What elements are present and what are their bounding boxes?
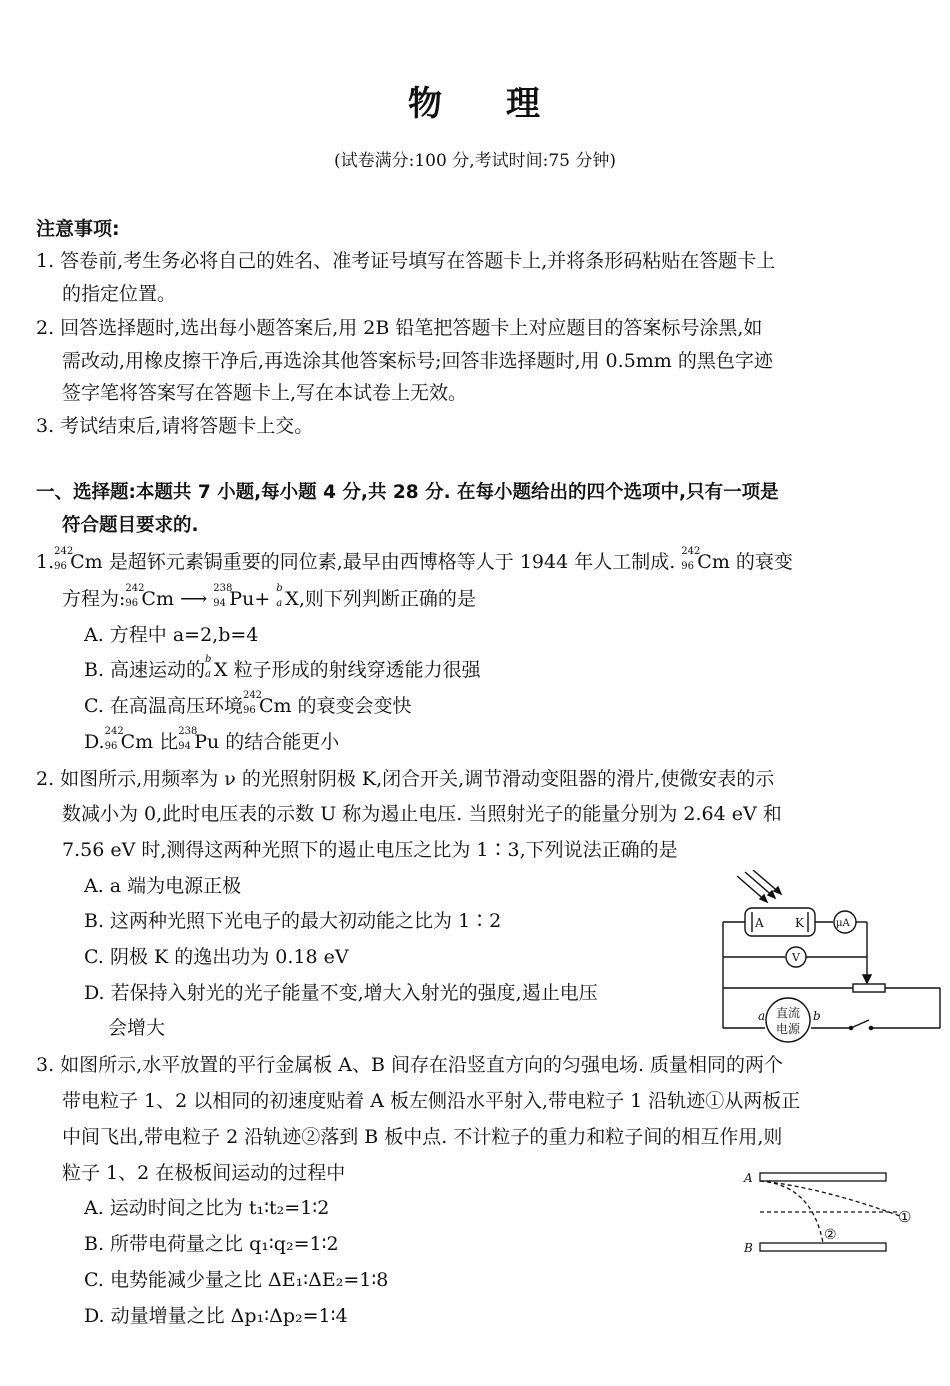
q2-stem-line-3: 7.56 eV 时,测得这两种光照下的遏止电压之比为 1∶3,下列说法正确的是: [62, 839, 678, 861]
terminal-b-label: b: [813, 1009, 821, 1023]
q3-stem-line-1: 3. 如图所示,水平放置的平行金属板 A、B 间存在沿竖直方向的匀强电场. 质量相同的两个: [36, 1054, 784, 1076]
page-title: [0, 76, 950, 125]
notice-item-1-line-1: 1. 答卷前,考生务必将自己的姓名、准考证号填写在答题卡上,并将条形码粘贴在答题卡上: [36, 250, 776, 272]
track-2-label: ②: [824, 1227, 837, 1243]
photoelectric-circuit-diagram: [715, 870, 945, 1045]
plate-a: [760, 1173, 886, 1181]
q1-stem-line-2: 方程为: 242 96 Cm ⟶ 238 94 Pu+ b a X,则下列判断正确的是: [62, 583, 476, 610]
q3-option-c: C. 电势能减少量之比 ΔE₁∶ΔE₂=1∶8: [84, 1269, 389, 1291]
source-label-2: 电源: [776, 1022, 801, 1036]
q3-option-a: A. 运动时间之比为 t₁∶t₂=1∶2: [84, 1197, 330, 1219]
section-1-heading-line-2: 符合题目要求的.: [62, 515, 199, 536]
q3-stem-line-2: 带电粒子 1、2 以相同的初速度贴着 A 板左侧沿水平射入,带电粒子 1 沿轨迹①从两板正: [62, 1090, 801, 1112]
notice-item-1-line-2: 的指定位置。: [62, 283, 177, 305]
source-label-1: 直流: [776, 1006, 801, 1020]
switch: [851, 1020, 869, 1028]
plate-a-label: A: [744, 1171, 753, 1185]
voltmeter-label: V: [792, 951, 800, 964]
nuclide-cm-242: 242 96: [54, 546, 74, 572]
q2-option-b: B. 这两种光照下光电子的最大初动能之比为 1∶2: [84, 910, 502, 932]
nuclide-x: b a: [276, 583, 283, 609]
q2-option-c: C. 阴极 K 的逸出功为 0.18 eV: [84, 946, 349, 968]
q1-option-c: C. 在高温高压环境 242 96 Cm 的衰变会变快: [84, 690, 412, 717]
notice-item-3: 3. 考试结束后,请将答题卡上交。: [36, 415, 314, 437]
nuclide-pu-238: 238 94: [213, 583, 233, 609]
q1-option-a: A. 方程中 a=2,b=4: [84, 624, 259, 646]
plate-b-label: B: [744, 1241, 753, 1255]
nuclide-cm-242: 242 96: [681, 546, 701, 572]
q3-stem-line-4: 粒子 1、2 在极板间运动的过程中: [62, 1162, 346, 1184]
rheostat: [853, 984, 885, 992]
q2-stem-line-2: 数减小为 0,此时电压表的示数 U 称为遏止电压. 当照射光子的能量分别为 2.64 eV 和: [62, 803, 782, 825]
microammeter-label: μA: [836, 918, 850, 929]
notice-item-2-line-1: 2. 回答选择题时,选出每小题答案后,用 2B 铅笔把答题卡上对应题目的答案标号涂黑,如: [36, 317, 763, 339]
title-char-1: 物: [408, 84, 444, 124]
title-char-2: 理: [506, 84, 542, 124]
q2-stem-line-1: 2. 如图所示,用频率为 ν 的光照射阴极 K,闭合开关,调节滑动变阻器的滑片,使微安表的示: [36, 768, 775, 790]
q1-option-b: B. 高速运动的 b a X 粒子形成的射线穿透能力很强: [84, 654, 481, 681]
q3-stem-line-3: 中间飞出,带电粒子 2 沿轨迹②落到 B 板中点. 不计粒子的重力和粒子间的相互作用,则: [62, 1126, 783, 1148]
parallel-plates-diagram: [740, 1165, 920, 1265]
label-cathode: K: [795, 916, 804, 930]
q1-stem-line-1: 1. 242 96 Cm 是超钚元素锔重要的同位素,最早由西博格等人于 1944 年人工制成. 242 96 Cm 的衰变: [36, 546, 793, 573]
q2-option-a: A. a 端为电源正极: [84, 875, 242, 897]
plate-b: [760, 1243, 886, 1251]
q2-option-d-line-1: D. 若保持入射光的光子能量不变,增大入射光的强度,遏止电压: [84, 982, 598, 1004]
notice-heading: 注意事项:: [36, 218, 120, 240]
track-1-label: ①: [898, 1208, 912, 1226]
exam-info: (试卷满分:100 分,考试时间:75 分钟): [333, 151, 616, 171]
terminal-a-label: a: [758, 1009, 766, 1023]
label-anode: A: [755, 916, 764, 930]
q1-option-d: D. 242 96 Cm 比 238 94 Pu 的结合能更小: [84, 726, 340, 753]
section-1-heading-line-1: 一、选择题:本题共 7 小题,每小题 4 分,共 28 分. 在每小题给出的四个选项中,只有一项是: [36, 482, 779, 503]
arrow-icon: ⟶: [173, 588, 214, 610]
q3-option-d: D. 动量增量之比 Δp₁∶Δp₂=1∶4: [84, 1305, 348, 1327]
q3-option-b: B. 所带电荷量之比 q₁∶q₂=1∶2: [84, 1233, 339, 1255]
notice-item-2-line-2: 需改动,用橡皮擦干净后,再选涂其他答案标号;回答非选择题时,用 0.5mm 的黑色字迹: [62, 350, 773, 372]
notice-item-2-line-3: 签字笔将答案写在答题卡上,写在本试卷上无效。: [62, 382, 468, 404]
q2-option-d-line-2: 会增大: [108, 1017, 166, 1039]
track-1: [760, 1181, 900, 1216]
